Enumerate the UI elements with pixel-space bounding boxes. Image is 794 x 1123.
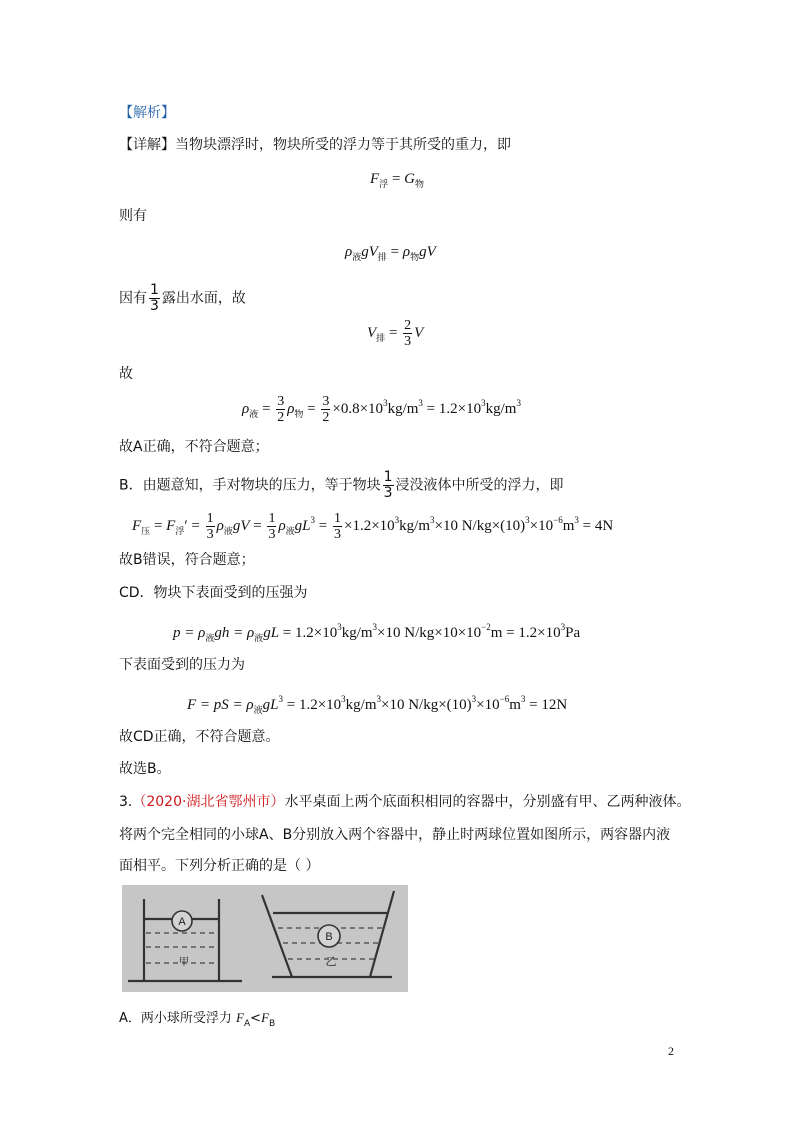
q3-line2: 将两个完全相同的小球A、B分别放入两个容器中，静止时两球位置如图所示，两容器内液 bbox=[119, 827, 671, 843]
q3-source: （2020·湖北省鄂州市） bbox=[132, 794, 285, 810]
conclusion-a: 故A正确，不符合题意； bbox=[119, 439, 269, 455]
force-line: 下表面受到的压力为 bbox=[119, 657, 245, 673]
page-number: 2 bbox=[668, 1044, 674, 1058]
detail-text: 当物块漂浮时，物块所受的浮力等于其所受的重力，即 bbox=[175, 137, 511, 153]
liquid-a-label: 甲 bbox=[179, 957, 189, 968]
detail-label: 【详解】 bbox=[119, 137, 175, 153]
equation-press-force: $F_压 = F_浮'$ = $\frac{1}{3}$ $\rho_液gV$ = $\frac{1}{3}$ $\rho_液gL^3$ = $\frac{1}{3}$ $\times 1.2\times 10^3kg/m^3\times 10$ $N/kg\times(10)^3\times 10^{-6}m^3 = 4N$ bbox=[132, 511, 614, 543]
cd-line: CD．物块下表面受到的压强为 bbox=[119, 585, 308, 601]
therefore-line: 故 bbox=[119, 366, 133, 382]
because-line: 因有 $\frac{1}{3}$ 露出水面，故 bbox=[119, 282, 246, 314]
detail-line bbox=[119, 135, 511, 155]
then-line: 则有 bbox=[119, 208, 147, 224]
equation-buoyancy: $F_浮 = G_物$ bbox=[370, 171, 425, 190]
equation-force: F = pS = $\rho_液gL^3 = 1.2\times 10^3kg/m^3\times 10$ $N/kg\times(10)^3\times 10^{-6}m^3 = 12N$ bbox=[187, 694, 568, 716]
liquid-b-label: 乙 bbox=[325, 955, 337, 968]
container-figure bbox=[122, 885, 408, 992]
q3-number: 3. bbox=[119, 794, 133, 810]
conclusion-b: 故B错误，符合题意； bbox=[119, 552, 255, 568]
ball-a-label: A bbox=[178, 916, 186, 928]
equation-volume: $V_排$ = $\frac{2}{3}$ V bbox=[367, 318, 424, 349]
equation-density: $\rho_液gV_排 = \rho_物gV$ bbox=[345, 244, 436, 263]
equation-pressure: $p = \rho_液gh = \rho_液gL = 1.2\times 10^3kg/m^3\times 10$ $N/kg\times 10\times 10^{-2}m = 1.2\times 10^3Pa$ bbox=[173, 622, 581, 644]
b-line: B．由题意知，手对物块的压力，等于物块 $\frac{1}{3}$ 浸没液体中所受的浮力，即 bbox=[119, 469, 564, 501]
fraction-one-third: $\frac{1}{3}$ bbox=[150, 282, 159, 314]
answer-line: 故选B。 bbox=[119, 761, 171, 777]
option-a: A．两小球所受浮力 $F_A<F_B$ bbox=[119, 1010, 276, 1029]
conclusion-cd: 故CD正确，不符合题意。 bbox=[119, 729, 280, 745]
section-header: 【解析】 bbox=[119, 105, 175, 121]
ball-b-label: B bbox=[325, 931, 333, 943]
q3-line3: 面相平。下列分析正确的是（ ） bbox=[119, 858, 320, 874]
equation-liquid-density: $\rho_液$ = $\frac{3}{2}$ $\rho_物$ = $\frac{3}{2}$ $\times 0.8\times 10^3kg/m^3 = 1.2\times 10^3kg/m^3$ bbox=[242, 394, 521, 426]
q3-line1: 3.（2020·湖北省鄂州市）水平桌面上两个底面积相同的容器中，分别盛有甲、乙两种液体。 bbox=[119, 794, 691, 810]
